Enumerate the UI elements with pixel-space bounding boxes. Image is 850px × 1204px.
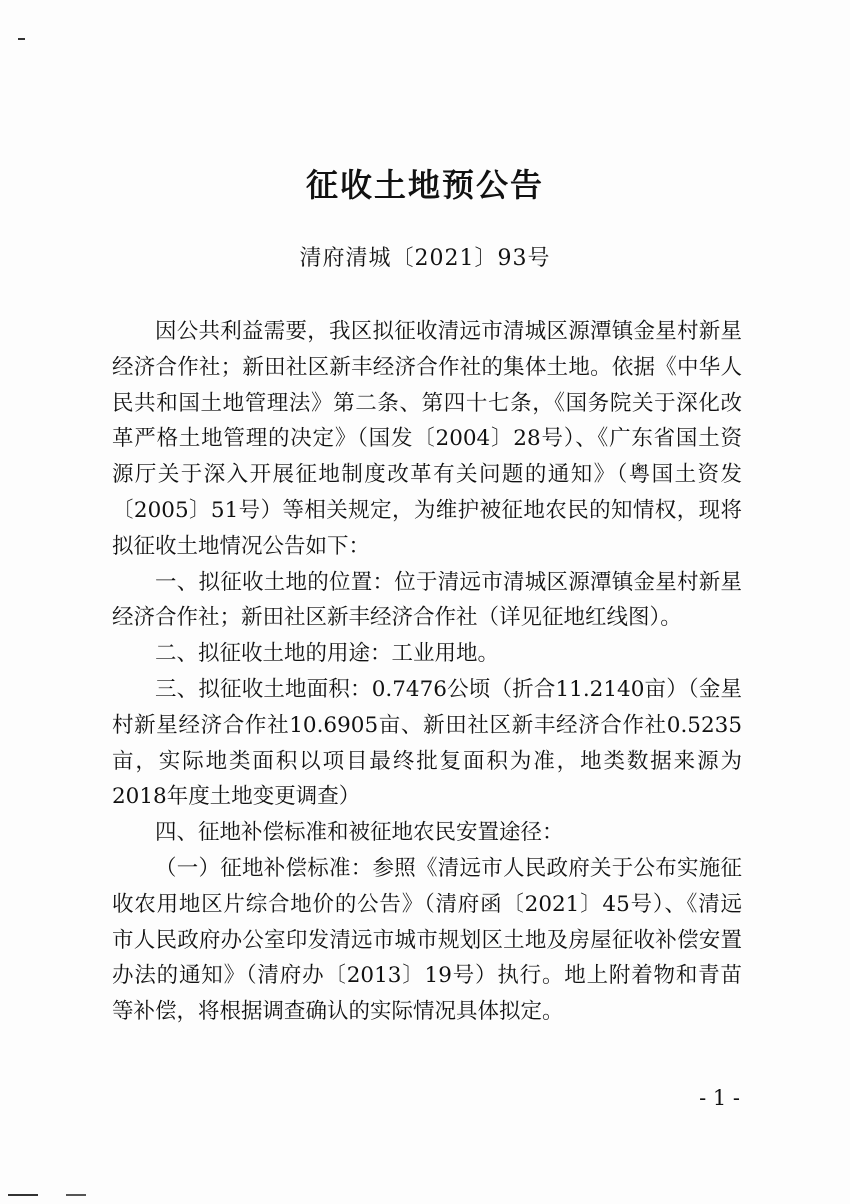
- paragraph-location: 一、拟征收土地的位置：位于清远市清城区源潭镇金星村新星经济合作社；新田社区新丰经济合作社（详见征地红线图）。: [112, 569, 742, 631]
- paragraph-intro: 因公共利益需要，我区拟征收清远市清城区源潭镇金星村新星经济合作社；新田社区新丰经济合作社的集体土地。依据《中华人民共和国土地管理法》第二条、第四十七条，《国务院关于深化改革严格土地管理的决定》（国发〔2004〕28号）、《广东省国土资源厅关于深入开展征地制度改革有关问题的通知》（粤国土资发〔2005〕51号）等相关规定，为维护被征地农民的知情权，现将拟征收土地情况公告如下：: [112, 319, 742, 559]
- paragraph-purpose: 二、拟征收土地的用途：工业用地。: [155, 641, 500, 667]
- document-title: 征收土地预公告: [305, 166, 544, 204]
- document-number: 清府清城〔2021〕93号: [299, 246, 551, 271]
- scan-mark: [66, 1194, 86, 1196]
- scan-mark: [8, 1194, 38, 1196]
- paragraph-compensation-standard: （一）征地补偿标准：参照《清远市人民政府关于公布实施征收农用地区片综合地价的公告》（清府函〔2021〕45号）、《清远市人民政府办公室印发清远市城市规划区土地及房屋征收补偿安置办法的通知》（清府办〔2013〕19号）执行。地上附着物和青苗等补偿，将根据调查确认的实际情况具体拟定。: [112, 855, 742, 1025]
- paragraph-area: 三、拟征收土地面积：0.7476公顷（折合11.2140亩）（金星村新星经济合作社10.6905亩、新田社区新丰经济合作社0.5235亩，实际地类面积以项目最终批复面积为准，地类数据来源为2018年度土地变更调查）: [112, 676, 742, 810]
- scan-mark: [18, 38, 25, 40]
- page-number: - 1 -: [699, 1086, 740, 1110]
- document-body: [112, 314, 742, 1030]
- paragraph-compensation-heading: 四、征地补偿标准和被征地农民安置途径：: [155, 820, 564, 846]
